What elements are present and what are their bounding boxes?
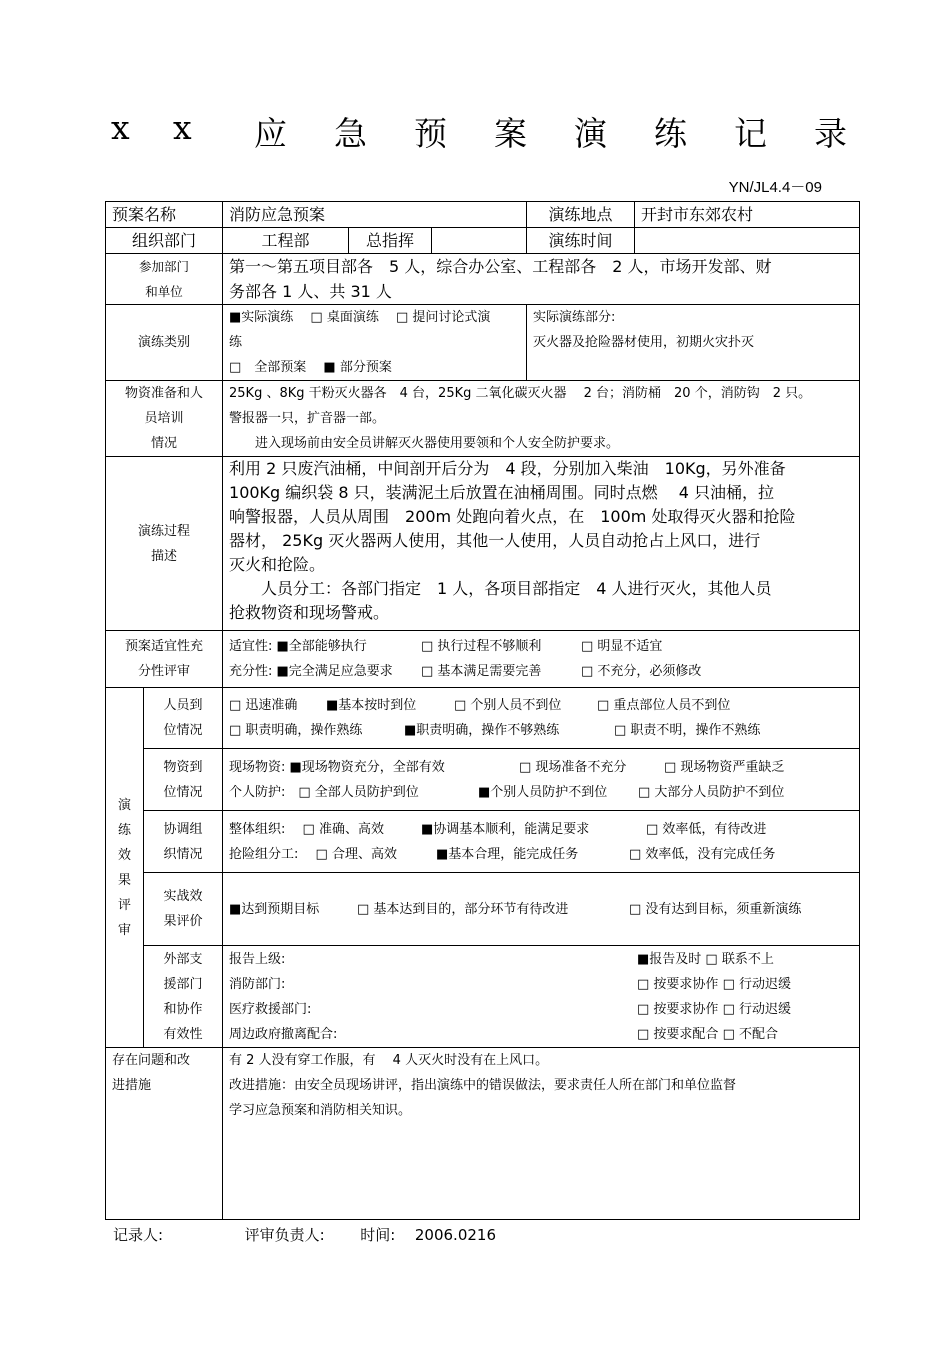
issues-label: 存在问题和改 进措施: [106, 1048, 223, 1220]
drill-process-description: 利用 2 只废汽油桶，中间剖开后分为 4 段，分别加入柴油 10Kg，另外准备 100Kg 编织袋 8 只，装满泥土后放置在油桶周围。同时点燃 4 只油桶，拉 响警报器，人员从周围 200m 处跑向着火点，在 100m 处取得灭火器和抢险 器材， 25Kg 灭火器两人使用，其他一人使用，人员自动抢占上风口，进行 灭火和抢险。 人员分工：各部门指定 1 人，各项目部指定 4 人进行灭火，其他人员 抢救物资和现场警戒。: [223, 457, 860, 631]
suitability-label: 预案适宜性充 分性评审: [106, 631, 223, 688]
document-code: YN/JL4.4－09: [728, 179, 822, 196]
coordination-options: 整体组织: □ 准确、高效 ■协调基本顺利，能满足要求 □ 效率低，有待改进 抢险组分工: □ 合理、高效 ■基本合理，能完成任务 □ 效率低，没有完成任务: [223, 811, 860, 873]
time-label: 时间:: [360, 1226, 396, 1244]
suitability-review: 适宜性: ■全部能够执行 □ 执行过程不够顺利 □ 明显不适宜 充分性: ■完全满足应急要求 □ 基本满足需要完善 □ 不充分，必须修改: [223, 631, 860, 688]
materials-training-value: 25Kg 、8Kg 干粉灭火器各 4 台，25Kg 二氧化碳灭火器 2 台；消防桶 20 个，消防钩 2 只。 警报器一只，扩音器一部。 进入现场前由安全员讲解灭火器使用要领和个人安全防护要求。: [223, 381, 860, 457]
actual-drill-part: 实际演练部分: 灭火器及抢险器材使用，初期火灾扑灭: [527, 305, 860, 381]
staff-arrival-label: 人员到 位情况: [144, 688, 223, 749]
plan-name-value: 消防应急预案: [223, 202, 527, 228]
title-char: 应: [254, 114, 287, 153]
coordination-label: 协调组 织情况: [144, 811, 223, 873]
commander-value: [432, 228, 527, 254]
title-char: x: [173, 108, 192, 147]
drill-time-value: [635, 228, 860, 254]
title-char: 录: [814, 114, 847, 153]
location-value: 开封市东郊农村: [635, 202, 860, 228]
drill-time-label: 演练时间: [527, 228, 635, 254]
location-label: 演练地点: [527, 202, 635, 228]
participants-value: 第一～第五项目部各 5 人，综合办公室、工程部各 2 人，市场开发部、财 务部各 1 人、共 31 人: [223, 254, 860, 305]
title-char: 演: [574, 114, 607, 153]
materials-training-label: 物资准备和人 员培训 情况: [106, 381, 223, 457]
reviewer-label: 评审负责人:: [244, 1226, 325, 1244]
plan-name-label: 预案名称: [106, 202, 223, 228]
commander-label: 总指挥: [349, 228, 432, 254]
title-char: 急: [334, 114, 367, 153]
drill-effect-review-label: 演 练 效 果 评 审: [106, 688, 144, 1048]
title-char: 案: [494, 114, 527, 153]
participants-label: 参加部门 和单位: [106, 254, 223, 305]
recorder-label: 记录人:: [113, 1226, 164, 1244]
title-char: 预: [414, 114, 447, 153]
title-char: 记: [734, 114, 767, 153]
org-dept-label: 组织部门: [106, 228, 223, 254]
drill-type-options: ■实际演练 □ 桌面演练 □ 提问讨论式演 练 □ 全部预案 ■ 部分预案: [223, 305, 527, 381]
record-date: 2006.0216: [414, 1226, 496, 1244]
document-title: [0, 108, 950, 152]
combat-effect-options: ■达到预期目标 □ 基本达到目的，部分环节有待改进 □ 没有达到目标，须重新演练: [223, 873, 860, 946]
signature-footer: [113, 1224, 496, 1245]
materials-arrival-label: 物资到 位情况: [144, 749, 223, 811]
title-char: x: [111, 108, 130, 147]
materials-arrival-options: 现场物资: ■现场物资充分，全部有效 □ 现场准备不充分 □ 现场物资严重缺乏 个人防护: □ 全部人员防护到位 ■个别人员防护不到位 □ 大部分人员防护不到位: [223, 749, 860, 811]
staff-arrival-options: □ 迅速准确 ■基本按时到位 □ 个别人员不到位 □ 重点部位人员不到位 □ 职责明确，操作熟练 ■职责明确，操作不够熟练 □ 职责不明，操作不熟练: [223, 688, 860, 749]
external-support-label: 外部支 援部门 和协作 有效性: [144, 946, 223, 1048]
title-char: 练: [654, 114, 687, 153]
org-dept-value: 工程部: [223, 228, 349, 254]
drill-type-label: 演练类别: [106, 305, 223, 381]
combat-effect-label: 实战效 果评价: [144, 873, 223, 946]
drill-process-label: 演练过程 描述: [106, 457, 223, 631]
drill-record-table: [105, 201, 860, 1220]
external-support-options: 报告上级: ■报告及时 □ 联系不上 消防部门: □ 按要求协作 □ 行动迟缓 医疗救援部门: □ 按要求协作 □ 行动迟缓 周边政府撤离配合: □ 按要求配合 □ 不配合: [223, 946, 860, 1048]
issues-improvements: 有 2 人没有穿工作服，有 4 人灭火时没有在上风口。 改进措施：由安全员现场讲评，指出演练中的错误做法，要求责任人所在部门和单位监督 学习应急预案和消防相关知识。: [223, 1048, 860, 1220]
